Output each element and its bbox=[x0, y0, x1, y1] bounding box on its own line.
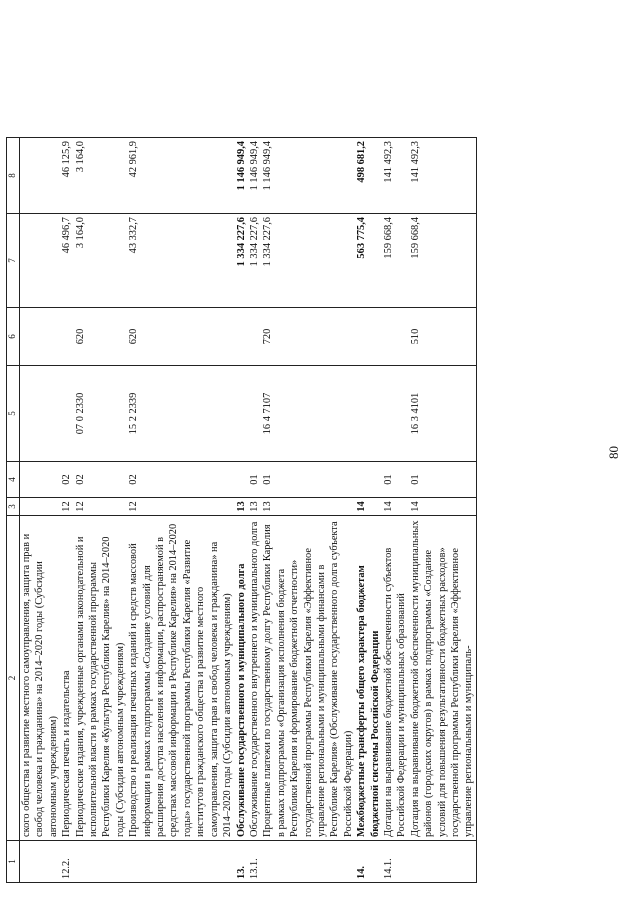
amount-plan: 3 164,0 bbox=[74, 214, 128, 308]
row-number: 13. bbox=[235, 841, 248, 883]
target-article-code bbox=[248, 366, 261, 462]
expense-type-code: 510 bbox=[409, 308, 477, 366]
expense-type-code bbox=[382, 308, 409, 366]
row-description: Дотации на выравнивание бюджетной обеспеченности субъектов Российской Федерации и муниципальных образований bbox=[382, 516, 409, 841]
amount-actual: 141 492,3 bbox=[382, 138, 409, 214]
section-code: 12 bbox=[74, 498, 128, 516]
amount-actual: 1 146 949,4 bbox=[235, 138, 248, 214]
expense-type-code bbox=[355, 308, 382, 366]
target-article-code: 16 4 7107 bbox=[261, 366, 355, 462]
subsection-code bbox=[20, 462, 61, 498]
row-number bbox=[74, 841, 128, 883]
row-number: 14. bbox=[355, 841, 382, 883]
section-code: 12 bbox=[127, 498, 234, 516]
expense-type-code bbox=[235, 308, 248, 366]
subsection-code: 02 bbox=[60, 462, 73, 498]
subsection-code bbox=[235, 462, 248, 498]
amount-plan: 1 334 227,6 bbox=[248, 214, 261, 308]
target-article-code: 16 3 4101 bbox=[409, 366, 477, 462]
section-code: 14 bbox=[355, 498, 382, 516]
table-row bbox=[235, 138, 248, 883]
row-description: Межбюджетные трансферты общего характера бюджетам бюджетной системы Российской Федерации bbox=[355, 516, 382, 841]
budget-table bbox=[6, 137, 477, 883]
row-description: Периодическая печать и издательства bbox=[60, 516, 73, 841]
section-code bbox=[20, 498, 61, 516]
section-code: 13 bbox=[248, 498, 261, 516]
subsection-code: 01 bbox=[248, 462, 261, 498]
target-article-code bbox=[382, 366, 409, 462]
amount-actual: 1 146 949,4 bbox=[248, 138, 261, 214]
amount-plan: 159 668,4 bbox=[382, 214, 409, 308]
column-header: 4 bbox=[7, 462, 20, 498]
row-description: Дотация на выравнивание бюджетной обеспеченности муниципальных районов (городских округов) в рамках подпрограммы «Создание условий для повышения результативности бюджетных расходов» государственной программы Республики Карелия «Эффективное управление региональными и муниципаль- bbox=[409, 516, 477, 841]
row-number bbox=[409, 841, 477, 883]
amount-plan bbox=[20, 214, 61, 308]
target-article-code bbox=[20, 366, 61, 462]
subsection-code bbox=[355, 462, 382, 498]
column-header: 1 bbox=[7, 841, 20, 883]
row-description: Периодические издания, учрежденные органами законодательной и исполнительной власти в рамках государственной программы Республики Карелия «Культура Республики Карелия» на 2014–2020 годы (Субсидии автономным учреждениям) bbox=[74, 516, 128, 841]
amount-actual: 1 146 949,4 bbox=[261, 138, 355, 214]
target-article-code bbox=[60, 366, 73, 462]
amount-plan: 1 334 227,6 bbox=[235, 214, 248, 308]
table-row bbox=[382, 138, 409, 883]
target-article-code bbox=[355, 366, 382, 462]
expense-type-code: 620 bbox=[127, 308, 234, 366]
amount-plan: 1 334 227,6 bbox=[261, 214, 355, 308]
amount-plan: 43 332,7 bbox=[127, 214, 234, 308]
amount-actual: 3 164,0 bbox=[74, 138, 128, 214]
subsection-code: 02 bbox=[74, 462, 128, 498]
column-header: 3 bbox=[7, 498, 20, 516]
column-header: 8 bbox=[7, 138, 20, 214]
column-header: 5 bbox=[7, 366, 20, 462]
row-description: Процентные платежи по государственному долгу Республики Карелия в рамках подпрограммы «Организация исполнения бюджета Республики Карелия и формирование бюджетной отчетности» государственной программы Республики Карелия «Эффективное управление региональными и муниципальными финансами в Республике Карелия» (Обслуживание государственного долга субъекта Российской Федерации) bbox=[261, 516, 355, 841]
expense-type-code bbox=[60, 308, 73, 366]
section-code: 14 bbox=[409, 498, 477, 516]
row-description: Производство и реализация печатных изданий и средств массовой информации в рамках подпрограммы «Создание условий для расширения доступа населения к информации, распространяемой в средствах массовой информации в Республике Карелия» на 2014–2020 годы» государственной программы Республики Карелия «Развитие институтов гражданского общества и развитие местного самоуправления, защита прав и свобод человека и гражданина» на 2014–2020 годы (Субсидии автономным учреждениям) bbox=[127, 516, 234, 841]
amount-actual: 141 492,3 bbox=[409, 138, 477, 214]
column-header: 6 bbox=[7, 308, 20, 366]
expense-type-code: 720 bbox=[261, 308, 355, 366]
row-number: 13.1. bbox=[248, 841, 261, 883]
column-header: 7 bbox=[7, 214, 20, 308]
table-row bbox=[127, 138, 234, 883]
section-code: 12 bbox=[60, 498, 73, 516]
column-header: 2 bbox=[7, 516, 20, 841]
amount-plan: 563 775,4 bbox=[355, 214, 382, 308]
column-number-row bbox=[7, 138, 20, 883]
subsection-code: 01 bbox=[261, 462, 355, 498]
section-code: 14 bbox=[382, 498, 409, 516]
amount-actual: 42 961,9 bbox=[127, 138, 234, 214]
target-article-code bbox=[235, 366, 248, 462]
amount-actual: 498 681,2 bbox=[355, 138, 382, 214]
row-number bbox=[127, 841, 234, 883]
table-row bbox=[355, 138, 382, 883]
row-number bbox=[20, 841, 61, 883]
table-row bbox=[261, 138, 355, 883]
table-row bbox=[248, 138, 261, 883]
row-number: 14.1. bbox=[382, 841, 409, 883]
amount-actual: 46 125,9 bbox=[60, 138, 73, 214]
row-description: Обслуживание государственного внутреннего и муниципального долга bbox=[248, 516, 261, 841]
expense-type-code bbox=[20, 308, 61, 366]
subsection-code: 01 bbox=[409, 462, 477, 498]
section-code: 13 bbox=[235, 498, 248, 516]
amount-plan: 46 496,7 bbox=[60, 214, 73, 308]
target-article-code: 07 0 2330 bbox=[74, 366, 128, 462]
amount-actual bbox=[20, 138, 61, 214]
target-article-code: 15 2 2339 bbox=[127, 366, 234, 462]
section-code: 13 bbox=[261, 498, 355, 516]
expense-type-code bbox=[248, 308, 261, 366]
table-row bbox=[60, 138, 73, 883]
amount-plan: 159 668,4 bbox=[409, 214, 477, 308]
row-description: Обслуживание государственного и муниципального долга bbox=[235, 516, 248, 841]
row-description: ского общества и развитие местного самоуправления, защита прав и свобод человека и гражданина» на 2014–2020 годы (Субсидии автономным учреждениям) bbox=[20, 516, 61, 841]
subsection-code: 01 bbox=[382, 462, 409, 498]
row-number: 12.2. bbox=[60, 841, 73, 883]
page-number: 80 bbox=[606, 446, 621, 459]
expense-type-code: 620 bbox=[74, 308, 128, 366]
subsection-code: 02 bbox=[127, 462, 234, 498]
table-row bbox=[409, 138, 477, 883]
table-row bbox=[20, 138, 61, 883]
table-row bbox=[74, 138, 128, 883]
row-number bbox=[261, 841, 355, 883]
